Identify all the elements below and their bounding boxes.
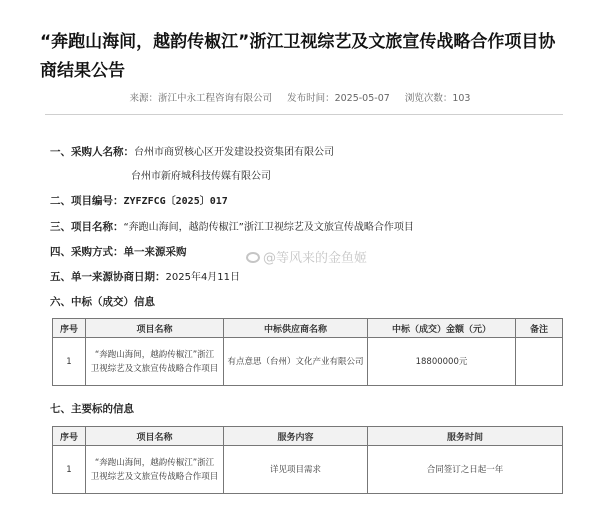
col-service-content: 服务内容 — [224, 427, 368, 446]
cell-project-name — [86, 446, 224, 494]
table-header-row — [53, 427, 563, 446]
project-name-label: 三、项目名称： — [50, 221, 124, 233]
col-remark: 备注 — [516, 319, 563, 338]
award-table — [52, 318, 563, 386]
purchaser-name-1: 台州市商贸核心区开发建设投资集团有限公司 — [134, 147, 334, 158]
col-supplier: 中标供应商名称 — [224, 319, 368, 338]
cell-supplier: 有点意思（台州）文化产业有限公司 — [224, 338, 368, 386]
purchaser-line — [50, 143, 334, 159]
subject-table — [52, 426, 563, 494]
project-number-value: ZYFZFCG〔2025〕017 — [123, 196, 228, 207]
purchaser-label: 一、采购人名称： — [50, 146, 134, 158]
cell-service-time: 合同签订之日起一年 — [368, 446, 563, 494]
project-number-line — [50, 192, 228, 208]
negotiation-date-value: 2025年4月11日 — [165, 272, 241, 283]
publish-time: 发布时间：2025-05-07 — [287, 93, 390, 104]
page-title: “奔跑山海间，越韵传椒江”浙江卫视综艺及文旅宣传战略合作项目协商结果公告 — [40, 32, 556, 81]
project-name-line — [50, 218, 414, 234]
col-service-time: 服务时间 — [368, 427, 563, 446]
table-row — [53, 338, 563, 386]
project-name-line2: 卫视综艺及文旅宣传战略合作项目 — [90, 363, 219, 374]
purchaser-name-2: 台州市新府城科技传媒有限公司 — [131, 171, 271, 182]
project-name-line1: “奔跑山海间，越韵传椒江”浙江 — [94, 349, 215, 360]
weibo-icon — [246, 252, 260, 263]
award-info-heading — [50, 294, 155, 309]
col-project-name: 项目名称 — [86, 427, 224, 446]
col-seq: 序号 — [53, 319, 86, 338]
col-project-name: 项目名称 — [86, 319, 224, 338]
cell-remark — [516, 338, 563, 386]
cell-project-name — [86, 338, 224, 386]
award-info-label: 六、中标（成交）信息 — [50, 296, 155, 308]
cell-service-content: 详见项目需求 — [224, 446, 368, 494]
procurement-method-label: 四、采购方式：单一来源采购 — [50, 246, 187, 258]
project-name-line2: 卫视综艺及文旅宣传战略合作项目 — [90, 471, 219, 482]
negotiation-date-label: 五、单一来源协商日期： — [50, 271, 166, 283]
project-number-label: 二、项目编号： — [50, 195, 124, 207]
table-header-row — [53, 319, 563, 338]
col-amount: 中标（成交）金额（元） — [368, 319, 516, 338]
source-text: 来源：浙江中永工程咨询有限公司 — [129, 93, 273, 104]
negotiation-date-line — [50, 268, 240, 284]
subject-info-heading — [50, 401, 134, 416]
cell-amount: 18800000元 — [368, 338, 516, 386]
watermark — [246, 247, 367, 266]
divider — [45, 114, 563, 115]
col-seq: 序号 — [53, 427, 86, 446]
watermark-text: @等风来的金鱼姬 — [263, 251, 368, 266]
cell-seq: 1 — [53, 446, 86, 494]
cell-seq: 1 — [53, 338, 86, 386]
view-count: 浏览次数：103 — [404, 93, 471, 104]
procurement-method-line — [50, 244, 187, 259]
article-meta — [0, 90, 600, 104]
table-row — [53, 446, 563, 494]
project-name-value: “奔跑山海间，越韵传椒江”浙江卫视综艺及文旅宣传战略合作项目 — [123, 222, 414, 233]
subject-info-label: 七、主要标的信息 — [50, 403, 134, 415]
project-name-line1: “奔跑山海间，越韵传椒江”浙江 — [94, 457, 215, 468]
